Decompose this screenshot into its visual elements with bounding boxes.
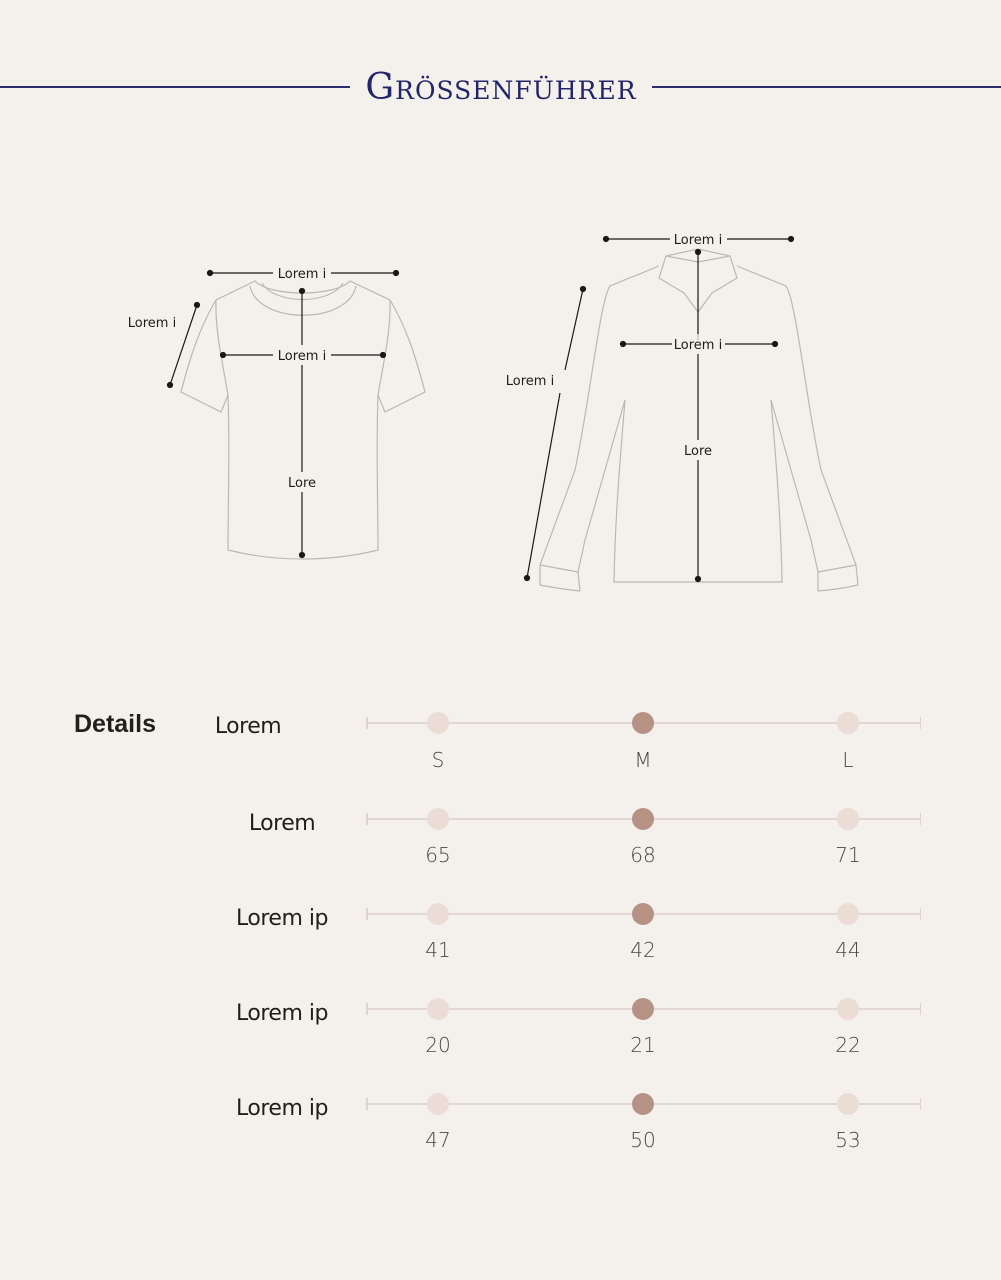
page-title: Grössenführer [365, 67, 637, 108]
size-dot[interactable] [427, 1093, 449, 1115]
size-row-label: Lorem ip [236, 1096, 328, 1121]
size-row-label: Lorem [248, 811, 316, 836]
shirt-measurements [525, 237, 794, 582]
tshirt-outline [181, 281, 425, 559]
track-end-cap [920, 813, 922, 825]
size-value: 68 [630, 843, 656, 867]
size-dot[interactable] [837, 1093, 859, 1115]
size-value: M [634, 748, 652, 772]
size-value: 71 [835, 843, 861, 867]
size-value: 50 [630, 1128, 656, 1152]
shirt-chest-label: Lorem i [673, 338, 723, 353]
tshirt-length-label: Lore [287, 476, 317, 491]
tshirt-shoulder-label: Lorem i [277, 267, 327, 282]
shirt-length-label: Lore [683, 444, 713, 459]
track-end-cap [366, 1003, 368, 1015]
track-end-cap [920, 908, 922, 920]
details-heading: Details [74, 710, 156, 738]
size-dot-selected[interactable] [632, 1093, 654, 1115]
size-dot-selected[interactable] [632, 712, 654, 734]
track-end-cap [366, 1098, 368, 1110]
size-dot[interactable] [427, 998, 449, 1020]
size-value: 47 [425, 1128, 451, 1152]
track-end-cap [366, 717, 368, 729]
size-value: S [431, 748, 445, 772]
shirt-shoulder-label: Lorem i [673, 233, 723, 248]
size-dot-selected[interactable] [632, 998, 654, 1020]
shirt-sleeve-label: Lorem i [505, 374, 555, 389]
size-dot[interactable] [427, 712, 449, 734]
size-value: 22 [835, 1033, 861, 1057]
size-value: 21 [630, 1033, 656, 1057]
track-end-cap [366, 813, 368, 825]
size-value: 65 [425, 843, 451, 867]
size-dot[interactable] [837, 808, 859, 830]
size-dot-selected[interactable] [632, 808, 654, 830]
size-value: 53 [835, 1128, 861, 1152]
size-value: 44 [835, 938, 861, 962]
size-dot[interactable] [837, 998, 859, 1020]
size-row-label: Lorem [214, 714, 282, 739]
tshirt-chest-label: Lorem i [277, 349, 327, 364]
track-end-cap [920, 1003, 922, 1015]
size-dot[interactable] [837, 903, 859, 925]
track-end-cap [920, 1098, 922, 1110]
track-end-cap [920, 717, 922, 729]
tshirt-sleeve-label: Lorem i [127, 316, 177, 331]
size-dot[interactable] [837, 712, 859, 734]
size-dot[interactable] [427, 808, 449, 830]
size-dot[interactable] [427, 903, 449, 925]
size-row-label: Lorem ip [236, 1001, 328, 1026]
shirt-outline [540, 249, 858, 591]
track-end-cap [366, 908, 368, 920]
size-value: 20 [425, 1033, 451, 1057]
size-value: L [842, 748, 854, 772]
size-row-label: Lorem ip [236, 906, 328, 931]
size-value: 41 [425, 938, 451, 962]
size-value: 42 [630, 938, 656, 962]
size-dot-selected[interactable] [632, 903, 654, 925]
